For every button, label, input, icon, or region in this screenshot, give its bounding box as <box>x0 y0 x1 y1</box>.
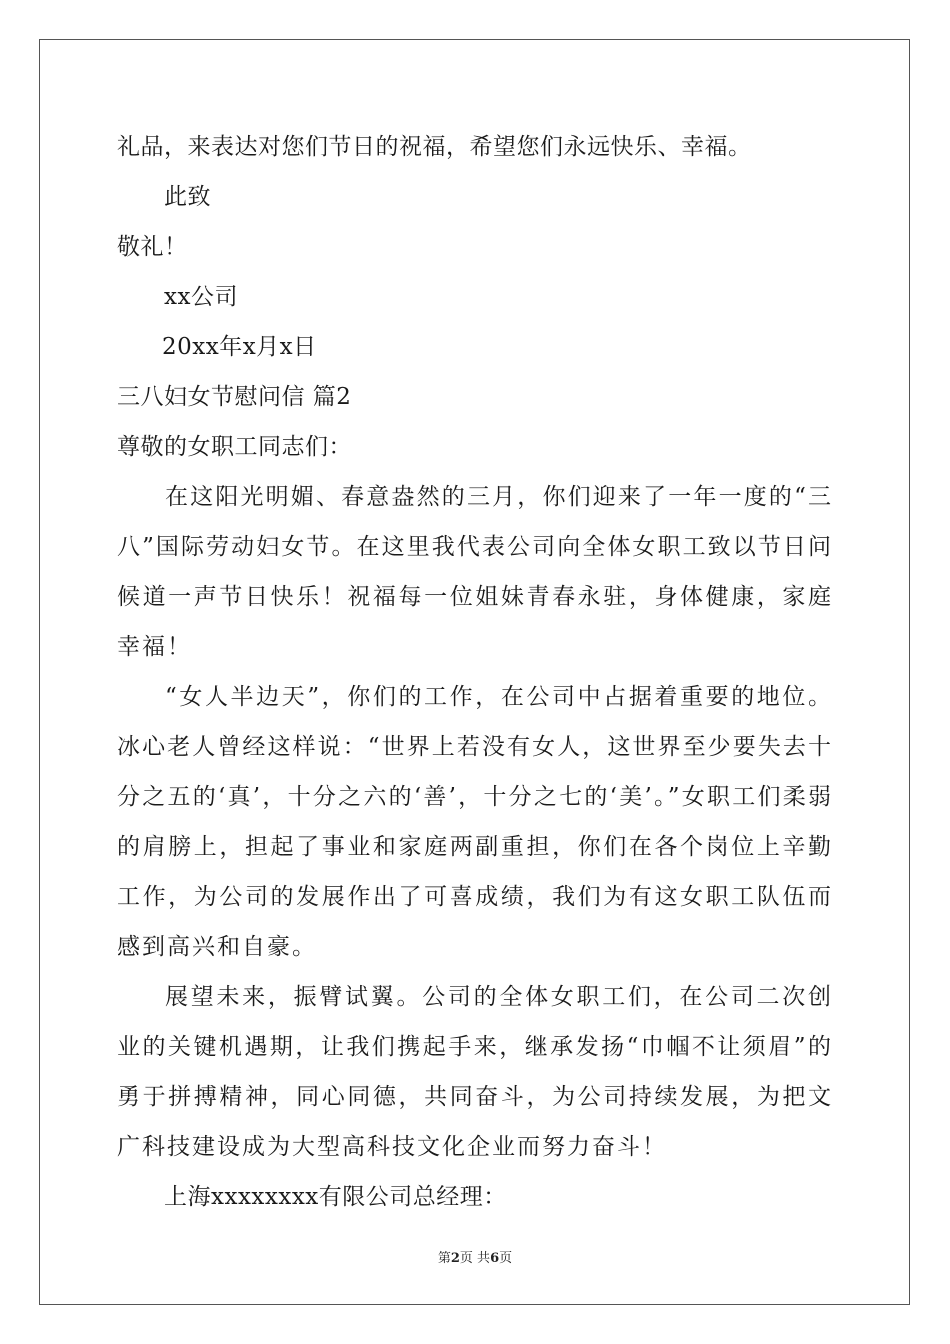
paragraph-2: “女人半边天”，你们的工作，在公司中占据着重要的地位。冰心老人曾经这样说：“世界上若没有女人，这世界至少要失去十分之五的‘真’，十分之六的‘善’，十分之七的‘美’。”女职工们柔弱的肩膀上，担起了事业和家庭两副重担，你们在各个岗位上辛勤工作，为公司的发展作出了可喜成绩，我们为有这女职工队伍而感到高兴和自豪。 <box>117 684 833 960</box>
footer-prefix: 第 <box>437 1251 451 1266</box>
closing-respect: 敬礼！ <box>117 234 188 260</box>
letter-date: 20xx年x月x日 <box>162 334 317 360</box>
closing-salutation: 此致 <box>164 184 211 210</box>
current-page-number: 2 <box>450 1251 460 1266</box>
greeting: 尊敬的女职工同志们： <box>117 434 352 460</box>
footer-mid: 页 共 <box>459 1251 491 1266</box>
signature: 上海xxxxxxxx有限公司总经理： <box>164 1184 507 1210</box>
section-title: 三八妇女节慰问信 篇2 <box>117 384 352 410</box>
page-footer <box>0 1247 950 1266</box>
total-page-number: 6 <box>490 1251 500 1266</box>
footer-suffix: 页 <box>499 1251 513 1266</box>
sender-company: xx公司 <box>164 284 238 310</box>
paragraph-1: 在这阳光明媚、春意盎然的三月，你们迎来了一年一度的“三八”国际劳动妇女节。在这里我代表公司向全体女职工致以节日问候道一声节日快乐！祝福每一位姐妹青春永驻，身体健康，家庭幸福！ <box>117 484 833 660</box>
paragraph-3: 展望未来，振臂试翼。公司的全体女职工们，在公司二次创业的关键机遇期，让我们携起手来，继承发扬“巾帼不让须眉”的勇于拼搏精神，同心同德，共同奋斗，为公司持续发展，为把文广科技建设成为大型高科技文化企业而努力奋斗！ <box>117 984 833 1160</box>
text-line: 礼品，来表达对您们节日的祝福，希望您们永远快乐、幸福。 <box>117 134 752 160</box>
document-body <box>117 122 833 1222</box>
